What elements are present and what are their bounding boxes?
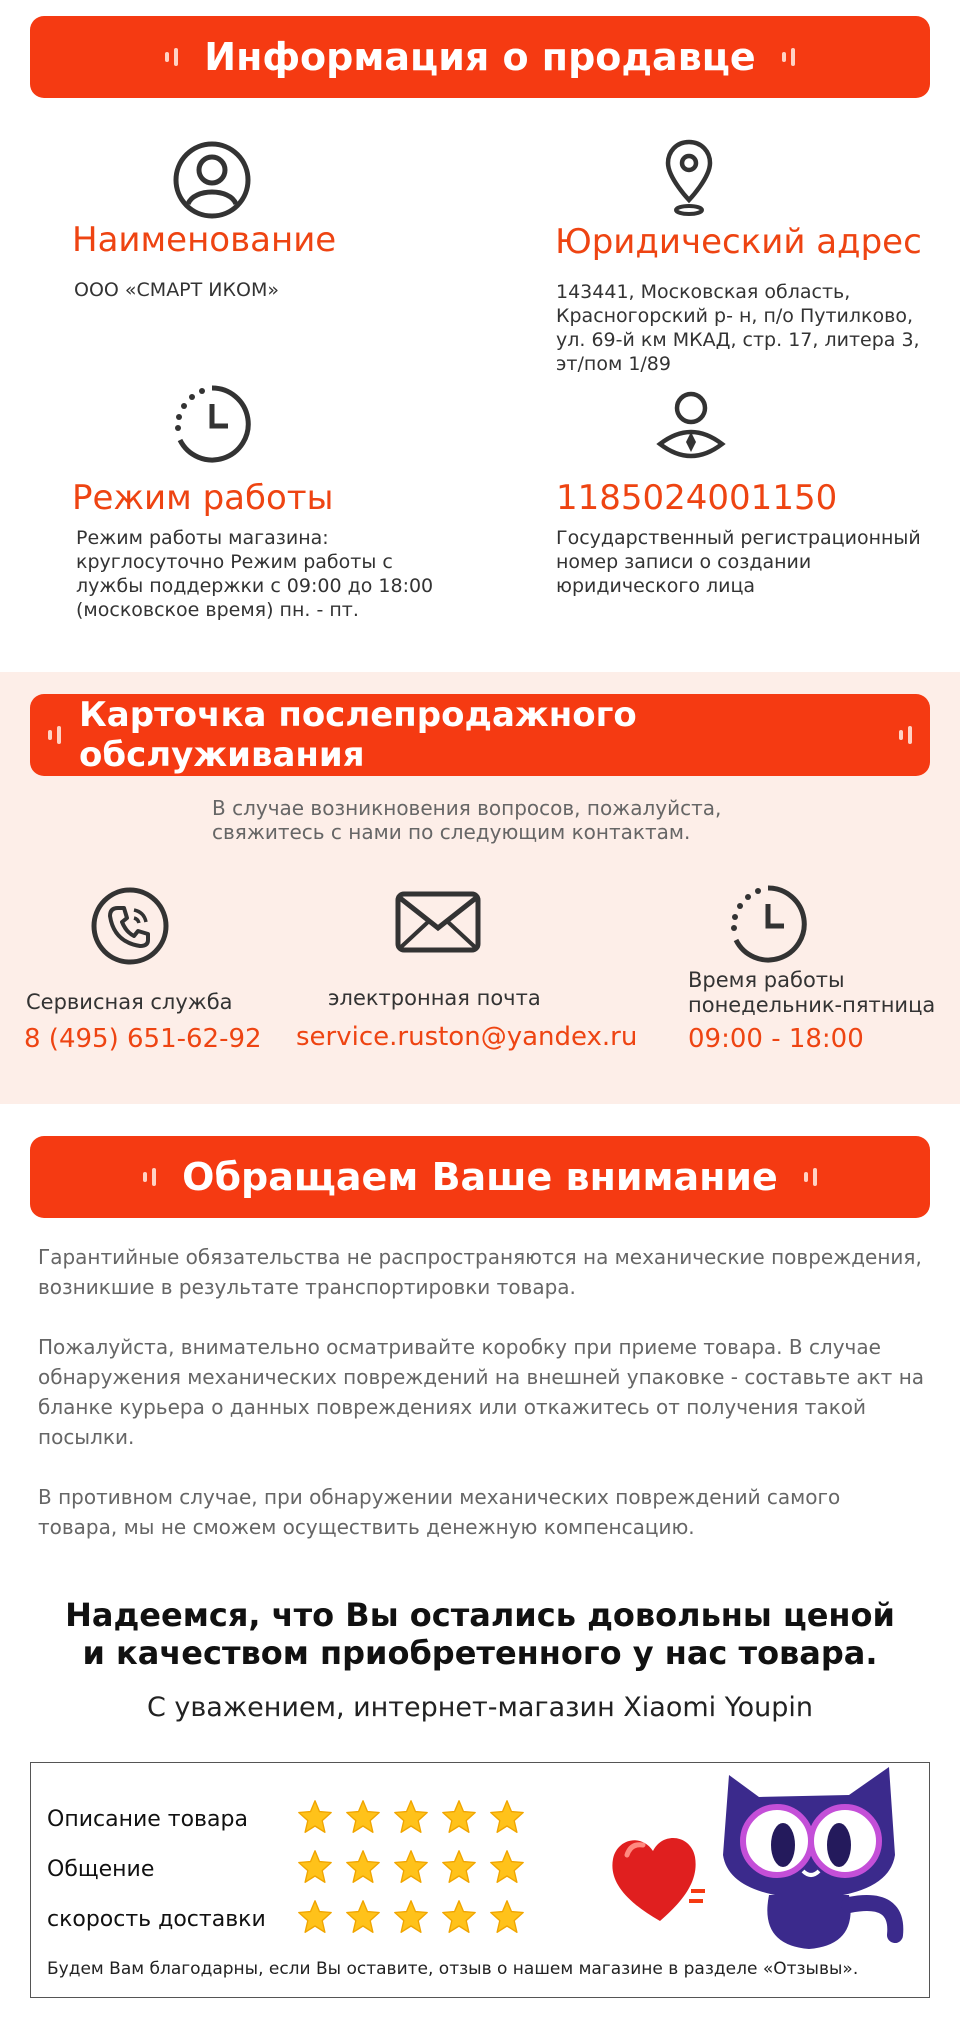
- after-sales-banner: [30, 694, 930, 776]
- star-icon: [297, 1899, 333, 1940]
- star-icon: [489, 1799, 525, 1840]
- star-icon: [297, 1799, 333, 1840]
- star-rating: [297, 1849, 525, 1890]
- service-hours-label: Время работы понедельник-пятница: [688, 968, 936, 1017]
- service-email-label: электронная почта: [328, 986, 541, 1010]
- thanks-message: Надеемся, что Вы остались довольны ценой и качеством приобретенного у нас товара.: [65, 1596, 895, 1672]
- heart-icon: [605, 1821, 705, 1936]
- phone-icon: [90, 886, 170, 966]
- star-icon: [393, 1799, 429, 1840]
- location-pin-icon: [664, 138, 714, 218]
- rating-label: скорость доставки: [47, 1907, 266, 1932]
- star-icon: [345, 1849, 381, 1890]
- star-icon: [393, 1899, 429, 1940]
- rating-row-delivery: [47, 1899, 525, 1940]
- notice-paragraph-2: Пожалуйста, внимательно осматривайте коробку при приеме товара. В случае обнаружения механических повреждений на внешней упаковке - составьте акт на бланке курьера о данных повреждениях или откажитесь от получения такой посылки.: [38, 1335, 925, 1449]
- person-id-icon: [656, 390, 726, 466]
- service-phone-label: Сервисная служба: [26, 990, 233, 1014]
- seller-name-value: ООО «СМАРТ ИКОМ»: [74, 279, 279, 301]
- star-icon: [297, 1849, 333, 1890]
- star-icon: [489, 1899, 525, 1940]
- banner-decor-right: [804, 1168, 817, 1186]
- rating-label: Описание товара: [47, 1807, 248, 1832]
- ogrn-title: 1185024001150: [556, 478, 838, 518]
- signature: С уважением, интернет-магазин Xiaomi Youpin: [146, 1692, 814, 1723]
- notice-title: Обращаем Ваше внимание: [182, 1155, 778, 1199]
- cat-mascot-icon: [699, 1745, 919, 1960]
- rating-footer: Будем Вам благодарны, если Вы оставите, отзыв о нашем магазине в разделе «Отзывы».: [47, 1959, 859, 1979]
- seller-info-banner: [30, 16, 930, 98]
- banner-decor-left: [165, 48, 178, 66]
- notice-banner: [30, 1136, 930, 1218]
- seller-name-title: Наименование: [72, 220, 337, 260]
- contact-intro: В случае возникновения вопросов, пожалуйста, свяжитесь с нами по следующим контактам.: [212, 796, 722, 844]
- banner-decor-right: [899, 726, 912, 744]
- service-hours-value: 09:00 - 18:00: [688, 1024, 864, 1054]
- notice-paragraph-1: Гарантийные обязательства не распространяются на механические повреждения, возникшие в результате транспортировки товара.: [38, 1245, 922, 1299]
- star-icon: [489, 1849, 525, 1890]
- star-icon: [441, 1899, 477, 1940]
- legal-address-value: 143441, Московская область, Красногорский р- н, п/о Путилково, ул. 69-й км МКАД, стр. 17, литера 3, эт/пом 1/89: [556, 281, 920, 375]
- service-phone-value[interactable]: 8 (495) 651-62-92: [24, 1024, 262, 1054]
- banner-decor-left: [143, 1168, 156, 1186]
- clock-icon: [728, 884, 808, 964]
- rating-row-communication: [47, 1849, 525, 1890]
- envelope-icon: [394, 890, 482, 954]
- rating-label: Общение: [47, 1857, 155, 1882]
- banner-decor-left: [48, 726, 61, 744]
- banner-decor-right: [782, 48, 795, 66]
- notice-paragraph-3: В противном случае, при обнаружении механических повреждений самого товара, мы не сможем осуществить денежную компенсацию.: [38, 1485, 841, 1539]
- seller-info-title: Информация о продавце: [204, 35, 756, 79]
- legal-address-title: Юридический адрес: [555, 222, 922, 262]
- star-icon: [393, 1849, 429, 1890]
- clock-icon: [172, 384, 252, 464]
- user-icon: [172, 140, 252, 220]
- work-hours-value: Режим работы магазина: круглосуточно Режим работы с лужбы поддержки с 09:00 до 18:00 (московское время) пн. - пт.: [76, 527, 434, 621]
- work-hours-title: Режим работы: [72, 478, 334, 518]
- star-icon: [345, 1799, 381, 1840]
- rating-row-description: [47, 1799, 525, 1840]
- ogrn-description: Государственный регистрационный номер записи о создании юридического лица: [556, 527, 921, 597]
- star-icon: [441, 1849, 477, 1890]
- star-rating: [297, 1899, 525, 1940]
- rating-box: [30, 1762, 930, 1998]
- after-sales-title: Карточка послепродажного обслуживания: [79, 695, 637, 775]
- star-rating: [297, 1799, 525, 1840]
- star-icon: [345, 1899, 381, 1940]
- service-email-value[interactable]: service.ruston@yandex.ru: [296, 1022, 638, 1052]
- star-icon: [441, 1799, 477, 1840]
